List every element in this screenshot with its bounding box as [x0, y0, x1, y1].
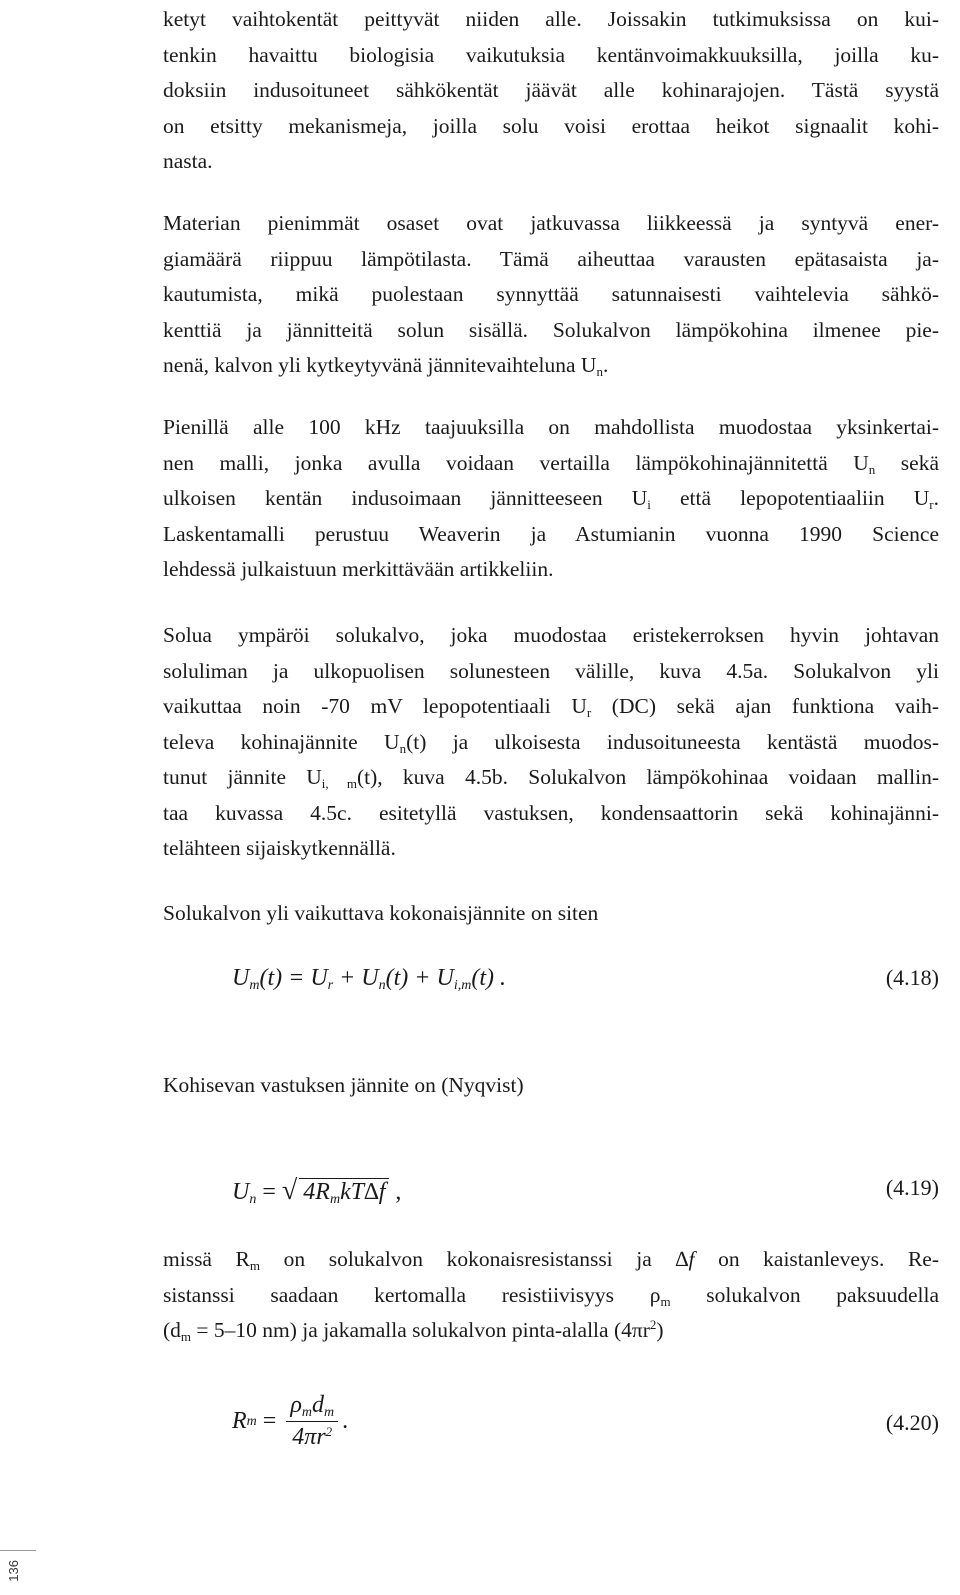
fraction	[286, 1392, 338, 1451]
eq-term: U	[232, 965, 250, 991]
text-run: nenä, kalvon yli kytkeytyvänä jännitevaihteluna U	[163, 353, 597, 377]
eq-term: (t) = U	[259, 965, 328, 991]
eq-subscript: r	[327, 978, 334, 993]
paragraph-5	[163, 896, 939, 932]
eq-operator: =	[256, 1408, 283, 1434]
eq-term: + U	[333, 965, 379, 991]
eq-term: R	[232, 1408, 247, 1434]
equation-number: (4.19)	[885, 1175, 939, 1200]
paragraph-2	[163, 206, 939, 384]
paragraph-4	[163, 618, 939, 867]
text-line: ketyt vaihtokentät peittyvät niiden alle. Joissakin tutkimuksissa on kui-	[163, 7, 939, 31]
text-line	[163, 1313, 939, 1349]
eq-superscript: 2	[325, 1424, 333, 1439]
subscript: i	[647, 497, 651, 512]
superscript: 2	[649, 1317, 657, 1332]
text-line	[163, 1278, 939, 1314]
eq-term: ρ	[290, 1392, 302, 1418]
equation-number: (4.18)	[885, 965, 939, 990]
fraction-denominator	[286, 1422, 338, 1451]
text-line	[163, 348, 939, 384]
text-run: nen malli, jonka avulla voidaan vertailla lämpökohinajännitettä U	[163, 450, 869, 475]
eq-term: kT∆f	[340, 1179, 386, 1205]
text-line: tenkin havaittu biologisia vaikutuksia kentänvoimakkuuksilla, joilla ku-	[163, 42, 939, 67]
text-line: taa kuvassa 4.5c. esitetyllä vastuksen, kondensaattorin sekä kohinajänni-	[163, 800, 939, 825]
text-line: soluliman ja ulkopuolisen solunesteen välille, kuva 4.5a. Solukalvon yli	[163, 658, 939, 683]
paragraph-3	[163, 410, 939, 588]
subscript: n	[399, 740, 407, 756]
eq-subscript: n	[249, 1192, 257, 1207]
text-run: ∆f	[675, 1247, 695, 1271]
text-run: tunut jännite U	[163, 765, 322, 789]
subscript: m	[660, 1293, 671, 1309]
eq-term: d	[312, 1392, 324, 1418]
equation-expression	[232, 1175, 402, 1207]
paragraph-1	[163, 2, 939, 180]
footer-divider	[0, 1550, 36, 1551]
text-run: .	[933, 486, 940, 510]
text-line: kenttiä ja jännitteitä solun sisällä. Solukalvon lämpökohina ilmenee pie-	[163, 317, 939, 342]
subscript: r	[929, 497, 934, 512]
eq-term: .	[342, 1408, 349, 1434]
text-run: vaikuttaa noin -70 mV lepopotentiaali U	[163, 694, 587, 718]
equation-expression	[232, 965, 506, 991]
text-run: solukalvon paksuudella	[670, 1282, 939, 1307]
eq-operator: =	[256, 1179, 282, 1205]
subscript: r	[586, 705, 592, 720]
text-line: Materian pienimmät osaset ovat jatkuvassa liikkeessä ja syntyvä ener-	[163, 211, 939, 235]
text-line: Solua ympäröi solukalvo, joka muodostaa eristekerroksen hyvin johtavan	[163, 623, 939, 647]
text-line: nasta.	[163, 149, 213, 173]
text-run: sekä	[875, 450, 939, 475]
eq-term: 4R	[303, 1179, 330, 1205]
text-line	[163, 725, 939, 761]
text-run: ulkoisen kentän indusoimaan jännitteeseen U	[163, 486, 648, 510]
text-run: (t) ja ulkoisesta indusoituneesta kentästä muodos-	[406, 729, 940, 754]
text-line: kautumista, mikä puolestaan synnyttää satunnaisesti vaihtelevia sähkö-	[163, 282, 939, 306]
subscript: i, m	[321, 776, 357, 791]
equation-4-19	[232, 1175, 939, 1207]
eq-subscript: i,m	[453, 978, 472, 993]
text-run: (d	[163, 1318, 181, 1342]
text-run: televa kohinajännite U	[163, 729, 400, 754]
text-run: )	[656, 1318, 664, 1342]
paragraph-6	[163, 1068, 939, 1104]
equation-4-18	[232, 965, 939, 992]
text-line: Pienillä alle 100 kHz taajuuksilla on mahdollista muodostaa yksinkertai-	[163, 415, 939, 439]
text-line: telähteen sijaiskytkennällä.	[163, 836, 396, 860]
text-line: Laskentamalli perustuu Weaverin ja Astumianin vuonna 1990 Science	[163, 521, 939, 546]
text-line: Kohisevan vastuksen jännite on (Nyqvist)	[163, 1073, 524, 1097]
sqrt-radicand	[299, 1178, 389, 1206]
text-run: (t), kuva 4.5b. Solukalvon lämpökohinaa voidaan mallin-	[356, 765, 939, 789]
text-line	[163, 689, 939, 725]
eq-subscript: m	[249, 978, 260, 993]
paragraph-7	[163, 1242, 939, 1349]
text-line: giamäärä riippuu lämpötilasta. Tämä aiheuttaa varausten epätasaista ja-	[163, 246, 939, 271]
fraction-numerator	[286, 1392, 338, 1422]
subscript: m	[249, 1258, 261, 1273]
text-line	[163, 760, 939, 796]
text-run: = 5–10 nm) ja jakamalla solukalvon pinta-alalla (4πr	[191, 1318, 650, 1342]
eq-term: (t) + U	[385, 965, 454, 991]
text-line: on etsitty mekanismeja, joilla solu voisi erottaa heikot signaalit kohi-	[163, 113, 939, 138]
eq-term: ,	[389, 1179, 402, 1205]
text-line: doksiin indusoituneet sähkökentät jäävät alle kohinarajojen. Tästä syystä	[163, 78, 939, 102]
text-line: Solukalvon yli vaikuttava kokonaisjännite on siten	[163, 901, 599, 925]
text-line: lehdessä julkaistuun merkittävään artikkeliin.	[163, 557, 554, 581]
text-line	[163, 1242, 939, 1278]
text-run: missä R	[163, 1247, 250, 1271]
eq-subscript: m	[301, 1405, 312, 1420]
text-run: on solukalvon kokonaisresistanssi ja	[260, 1247, 676, 1271]
eq-term: 4πr	[292, 1424, 326, 1450]
eq-subscript: m	[329, 1192, 341, 1207]
text-run: (DC) sekä ajan funktiona vaih-	[591, 694, 939, 718]
page-number: 136	[6, 1560, 21, 1582]
text-run: sistanssi saadaan kertomalla resistiivisyys ρ	[163, 1282, 661, 1307]
text-run: että lepopotentiaaliin U	[650, 486, 930, 510]
eq-term: (t) .	[471, 965, 506, 991]
text-line	[163, 481, 939, 517]
eq-subscript: m	[324, 1405, 335, 1420]
subscript: m	[180, 1329, 192, 1344]
subscript: n	[596, 364, 603, 379]
text-run: on kaistanleveys. Re-	[694, 1247, 939, 1271]
text-line	[163, 446, 939, 482]
text-run: .	[602, 353, 609, 377]
eq-subscript: n	[378, 978, 386, 993]
eq-term: U	[232, 1179, 250, 1205]
equation-4-20	[232, 1392, 939, 1451]
equation-number: (4.20)	[885, 1410, 939, 1435]
sqrt-sign: √	[281, 1175, 298, 1206]
subscript: n	[868, 461, 876, 477]
equation-expression: R m = $\frac{\rho_md_m}{4\pi r^2}$ .	[232, 1392, 349, 1450]
